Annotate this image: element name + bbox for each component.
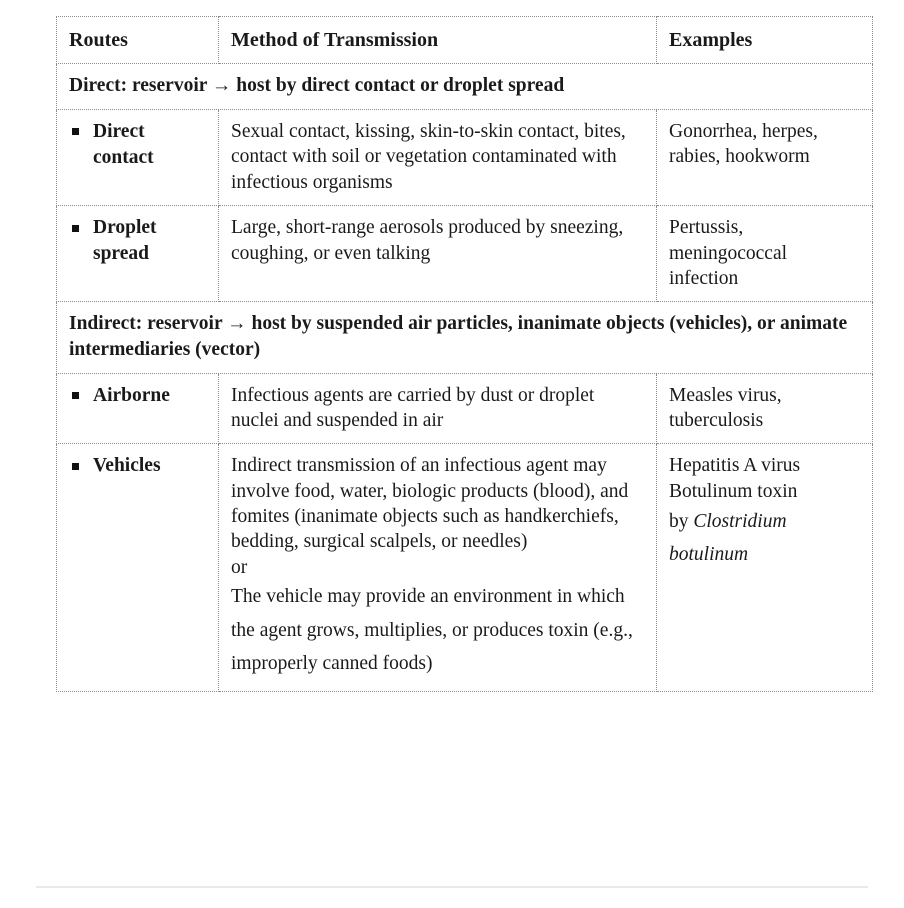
method-connector: or	[231, 556, 248, 578]
section-heading-row-direct	[57, 64, 873, 110]
column-header-routes: Routes	[57, 17, 219, 64]
examples-line-hepatitis: Hepatitis A virus	[669, 455, 801, 477]
examples-paragraph: Measles virus, tuberculosis	[669, 384, 782, 431]
route-label-droplet-spread	[57, 206, 219, 302]
square-bullet-icon	[72, 392, 79, 399]
examples-line-organism-prefix: by	[669, 510, 694, 532]
column-header-examples: Examples	[657, 17, 873, 64]
route-name: Airborne	[93, 384, 170, 406]
examples-text-droplet-spread	[657, 206, 873, 302]
table-row	[57, 110, 873, 206]
section-heading-direct: Direct: reservoir → host by direct contact or droplet spread	[57, 64, 873, 110]
route-name: Vehicles	[93, 455, 161, 477]
method-paragraph-secondary: The vehicle may provide an environment in which the agent grows, multiplies, or produces toxin (e.g., improperly canned foods)	[231, 586, 633, 675]
table-row	[57, 206, 873, 302]
examples-line-botulinum: Botulinum toxin	[669, 481, 798, 503]
section-heading-indirect: Indirect: reservoir → host by suspended air particles, inanimate objects (vehicles), or animate intermediaries (vector)	[57, 302, 873, 373]
transmission-table-container	[56, 16, 872, 692]
examples-paragraph: Pertussis, meningococcal infection	[669, 217, 788, 289]
method-text-direct-contact	[219, 110, 657, 206]
route-name: Droplet spread	[93, 217, 157, 264]
footer-divider	[36, 886, 868, 888]
species-name-italic: Clostridium botulinum	[669, 510, 787, 566]
examples-text-vehicles	[657, 444, 873, 691]
method-text-vehicles	[219, 444, 657, 691]
examples-line-organism	[669, 505, 860, 572]
method-paragraph: Sexual contact, kissing, skin-to-skin contact, bites, contact with soil or vegetation contaminated with infectious organisms	[231, 121, 626, 193]
method-text-airborne	[219, 373, 657, 444]
table-row	[57, 373, 873, 444]
route-label-direct-contact	[57, 110, 219, 206]
square-bullet-icon	[72, 225, 79, 232]
square-bullet-icon	[72, 463, 79, 470]
table-body	[57, 64, 873, 691]
route-name: Direct contact	[93, 121, 154, 168]
table-header	[57, 17, 873, 64]
method-text-droplet-spread	[219, 206, 657, 302]
square-bullet-icon	[72, 128, 79, 135]
table-header-row	[57, 17, 873, 64]
examples-paragraph: Gonorrhea, herpes, rabies, hookworm	[669, 121, 818, 168]
method-paragraph: Infectious agents are carried by dust or droplet nuclei and suspended in air	[231, 384, 595, 431]
method-paragraph: Large, short-range aerosols produced by sneezing, coughing, or even talking	[231, 217, 624, 264]
route-label-airborne	[57, 373, 219, 444]
method-paragraph-primary: Indirect transmission of an infectious agent may involve food, water, biologic products (blood), and fomites (inanimate objects such as handkerchiefs, bedding, surgical scalpels, or needles)	[231, 455, 629, 553]
routes-of-transmission-table	[56, 16, 873, 692]
table-row	[57, 444, 873, 691]
column-header-method: Method of Transmission	[219, 17, 657, 64]
examples-text-airborne	[657, 373, 873, 444]
examples-text-direct-contact	[657, 110, 873, 206]
section-heading-row-indirect	[57, 302, 873, 373]
route-label-vehicles	[57, 444, 219, 691]
